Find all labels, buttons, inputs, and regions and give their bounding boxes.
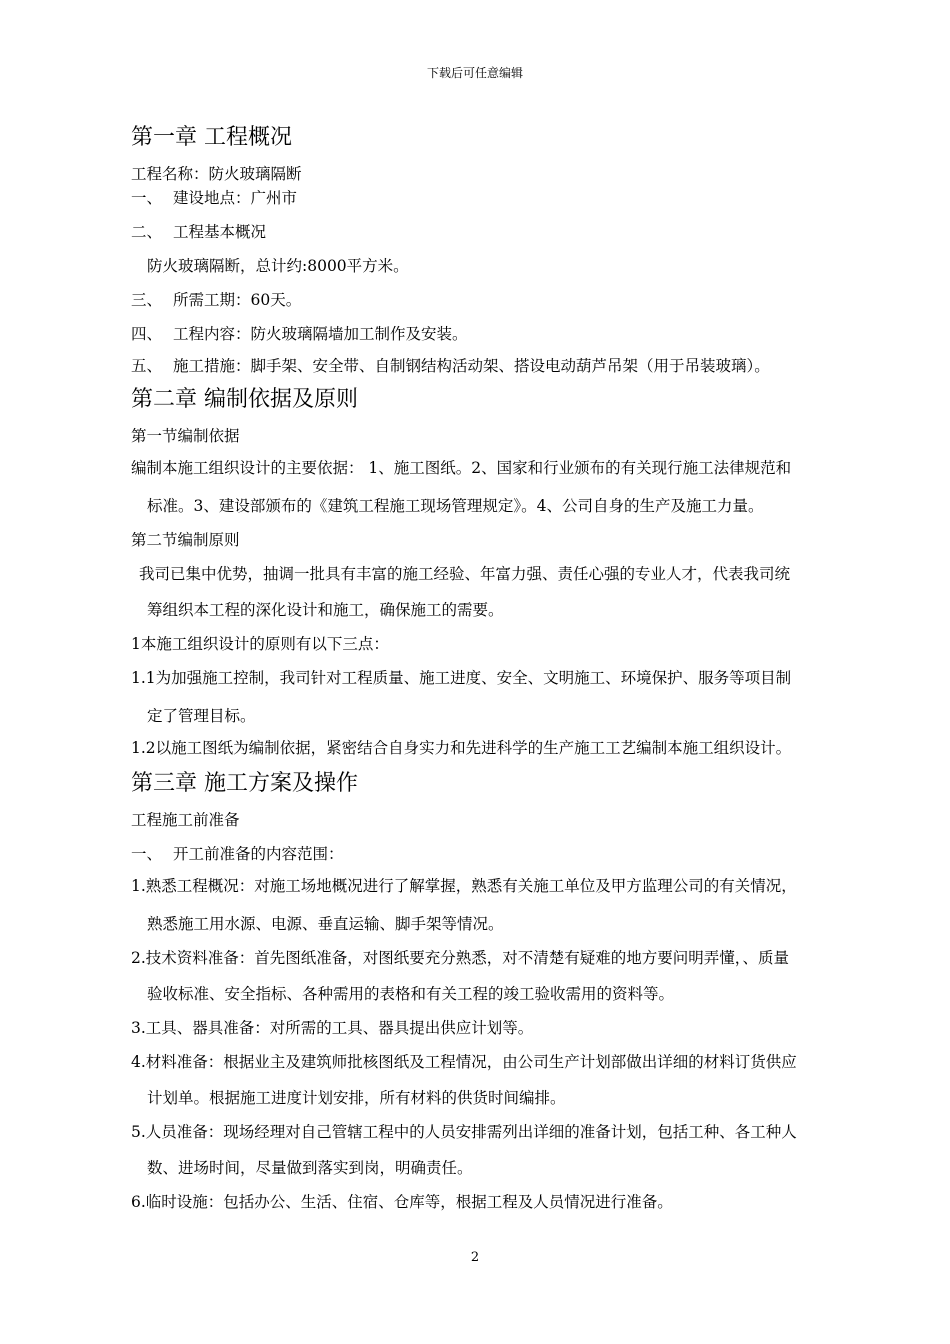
item-number: 二、 [131, 223, 163, 241]
principle-line-2: 筹组织本工程的深化设计和施工，确保施工的需要。 [147, 601, 504, 619]
principle-1-2: 1.2以施工图纸为编制依据，紧密结合自身实力和先进科学的生产施工工艺编制本施工组织设计。 [131, 739, 792, 757]
page-header: 下载后可任意编辑 [426, 66, 523, 80]
item-number: 一、 [131, 189, 163, 207]
prep-item-4-line-1: 4.材料准备：根据业主及建筑师批核图纸及工程情况，由公司生产计划部做出详细的材料订货供应 [131, 1053, 797, 1071]
prep-item-3: 3.工具、器具准备：对所需的工具、器具提出供应计划等。 [131, 1019, 534, 1037]
prep-item-6: 6.临时设施：包括办公、生活、住宿、仓库等，根据工程及人员情况进行准备。 [131, 1193, 673, 1211]
principle-1: 1本施工组织设计的原则有以下三点： [131, 635, 389, 653]
basis-line-1: 编制本施工组织设计的主要依据： 1、施工图纸。2、国家和行业颁布的有关现行施工法律规范和 [131, 459, 792, 477]
prep-title: 工程施工前准备 [131, 811, 240, 829]
prep-item-4-line-2: 计划单。根据施工进度计划安排，所有材料的供货时间编排。 [147, 1089, 566, 1107]
principle-1-1-line-2: 定了管理目标。 [147, 707, 256, 725]
prep-item-1-line-1: 1.熟悉工程概况：对施工场地概况进行了解掌握，熟悉有关施工单位及甲方监理公司的有关情况， [131, 877, 797, 895]
chapter3-title: 第三章 施工方案及操作 [131, 771, 358, 796]
principle-1-1-line-1: 1.1为加强施工控制，我司针对工程质量、施工进度、安全、文明施工、环境保护、服务等项目制 [131, 669, 792, 687]
item-text: 开工前准备的内容范围： [173, 845, 344, 863]
prep-item-2-line-1: 2.技术资料准备：首先图纸准备，对图纸要充分熟悉，对不清楚有疑难的地方要问明弄懂，、质量 [131, 949, 790, 967]
prep-item-2-line-2: 验收标准、安全指标、各种需用的表格和有关工程的竣工验收需用的资料等。 [147, 985, 675, 1003]
item-number: 三、 [131, 291, 163, 309]
basis-line-2: 标准。3、建设部颁布的《建筑工程施工现场管理规定》。4、公司自身的生产及施工力量。 [147, 497, 764, 515]
chapter1-title: 第一章 工程概况 [131, 125, 292, 150]
chapter2-title: 第二章 编制依据及原则 [131, 387, 358, 412]
ch1-item-2 [131, 222, 266, 242]
ch1-item-3 [131, 290, 301, 310]
prep-item-5-line-1: 5.人员准备：现场经理对自己管辖工程中的人员安排需列出详细的准备计划，包括工种、各工种人 [131, 1123, 797, 1141]
item-text: 工程基本概况 [173, 223, 267, 241]
ch1-item-4 [131, 324, 468, 344]
scope-line [131, 844, 344, 864]
prep-item-1-line-2: 熟悉施工用水源、电源、垂直运输、脚手架等情况。 [147, 915, 504, 933]
overview-text: 防火玻璃隔断，总计约:8000平方米。 [147, 257, 409, 275]
item-text: 施工措施：脚手架、安全带、自制钢结构活动架、搭设电动葫芦吊架（用于吊装玻璃）。 [173, 357, 770, 375]
item-text: 工程内容：防火玻璃隔墙加工制作及安装。 [173, 325, 468, 343]
page-number: 2 [470, 1250, 480, 1265]
section-basis: 第一节编制依据 [131, 427, 240, 445]
project-name: 工程名称：防火玻璃隔断 [131, 165, 302, 183]
item-number: 一、 [131, 845, 163, 863]
item-text: 所需工期：60天。 [173, 291, 302, 309]
item-text: 建设地点：广州市 [173, 189, 298, 207]
prep-item-5-line-2: 数、进场时间，尽量做到落实到岗，明确责任。 [147, 1159, 473, 1177]
ch1-item-5 [131, 356, 770, 376]
ch1-item-1 [131, 188, 297, 208]
section-principle: 第二节编制原则 [131, 531, 240, 549]
item-number: 四、 [131, 325, 163, 343]
item-number: 五、 [131, 357, 163, 375]
principle-line-1: 我司已集中优势，抽调一批具有丰富的施工经验、年富力强、责任心强的专业人才，代表我司统 [139, 565, 791, 583]
